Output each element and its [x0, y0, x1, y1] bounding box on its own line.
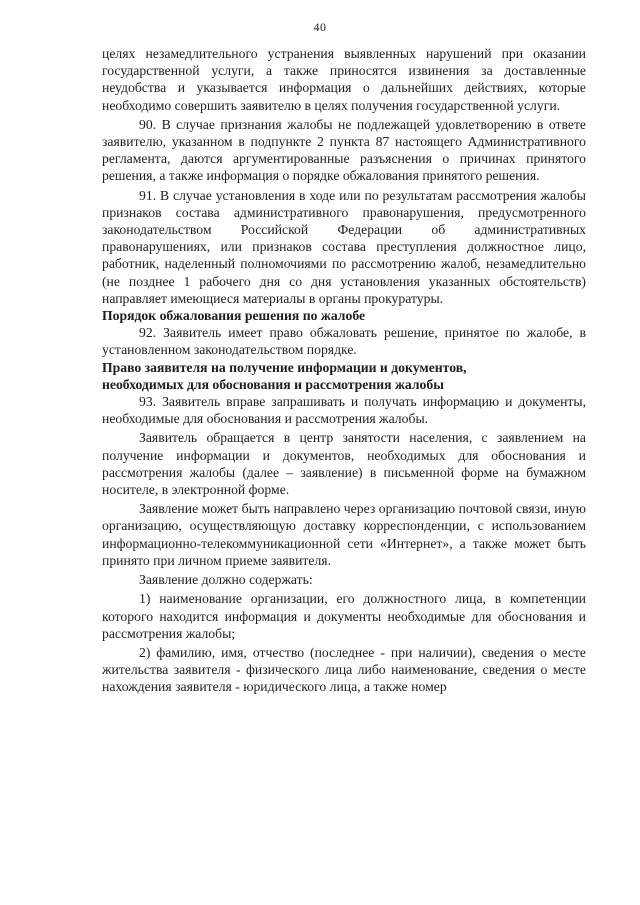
- paragraph-contents-intro: Заявление должно содержать:: [139, 572, 313, 588]
- list-item-1: 1) наименование организации, его должностного лица, в компетенции которого находится информация и документы необходимые для обоснования и рассмотрения жалобы;: [102, 591, 586, 641]
- paragraph-91: 91. В случае установления в ходе или по результатам рассмотрения жалобы признаков состава административного правонарушения, предусмотренного законодательством Российской Федерации об административных правонарушениях, или признаков состава преступления должностное лицо, работник, наделенный полномочиями по рассмотрению жалоб, незамедлительно (не позднее 1 рабочего дня со дня установления указанных обстоятельств) направляет имеющиеся материалы в органы прокуратуры.: [102, 187, 586, 306]
- heading-line-1: Право заявителя на получение информации и документов,: [102, 359, 467, 375]
- paragraph-89-continuation: целях незамедлительного устранения выявленных нарушений при оказании государственной услуги, а также приносятся извинения за доставленные неудобства и указывается информация о дальнейших действиях, которые необходимо совершить заявителю в целях получения государственной услуги.: [102, 46, 586, 113]
- paragraph-appeal-request: Заявитель обращается в центр занятости населения, с заявлением на получение информации и документов, необходимых для обоснования и рассмотрения жалобы (далее – заявление) в письменной форме на бумажном носителе, в электронной форме.: [102, 430, 586, 498]
- page-number: 40: [313, 20, 327, 34]
- paragraph-sending-methods: Заявление может быть направлено через организацию почтовой связи, иную организацию, осуществляющую доставку корреспонденции, с использованием информационно-телекоммуникационной сети «Интернет», а также может быть принято при личном приеме заявителя.: [102, 501, 586, 568]
- document-body: [102, 45, 586, 696]
- section-heading-right-to-information: [102, 359, 586, 393]
- section-heading-appeal-decision: Порядок обжалования решения по жалобе: [102, 308, 366, 324]
- list-item-2: 2) фамилию, имя, отчество (последнее - при наличии), сведения о месте жительства заявителя - физического лица либо наименование, сведения о месте нахождения заявителя - юридического лица, а также номер: [102, 644, 586, 695]
- paragraph-92: 92. Заявитель имеет право обжаловать решение, принятое по жалобе, в установленном законодательством порядке.: [102, 325, 586, 358]
- paragraph-90: 90. В случае признания жалобы не подлежащей удовлетворению в ответе заявителю, указанном в подпункте 2 пункта 87 настоящего Административного регламента, даются аргументированные разъяснения о причинах принятого решения, а также информация о порядке обжалования принятого решения.: [102, 116, 586, 184]
- paragraph-93: 93. Заявитель вправе запрашивать и получать информацию и документы, необходимые для обоснования и рассмотрения жалобы.: [102, 394, 586, 427]
- heading-line-2: необходимых для обоснования и рассмотрения жалобы: [102, 376, 444, 392]
